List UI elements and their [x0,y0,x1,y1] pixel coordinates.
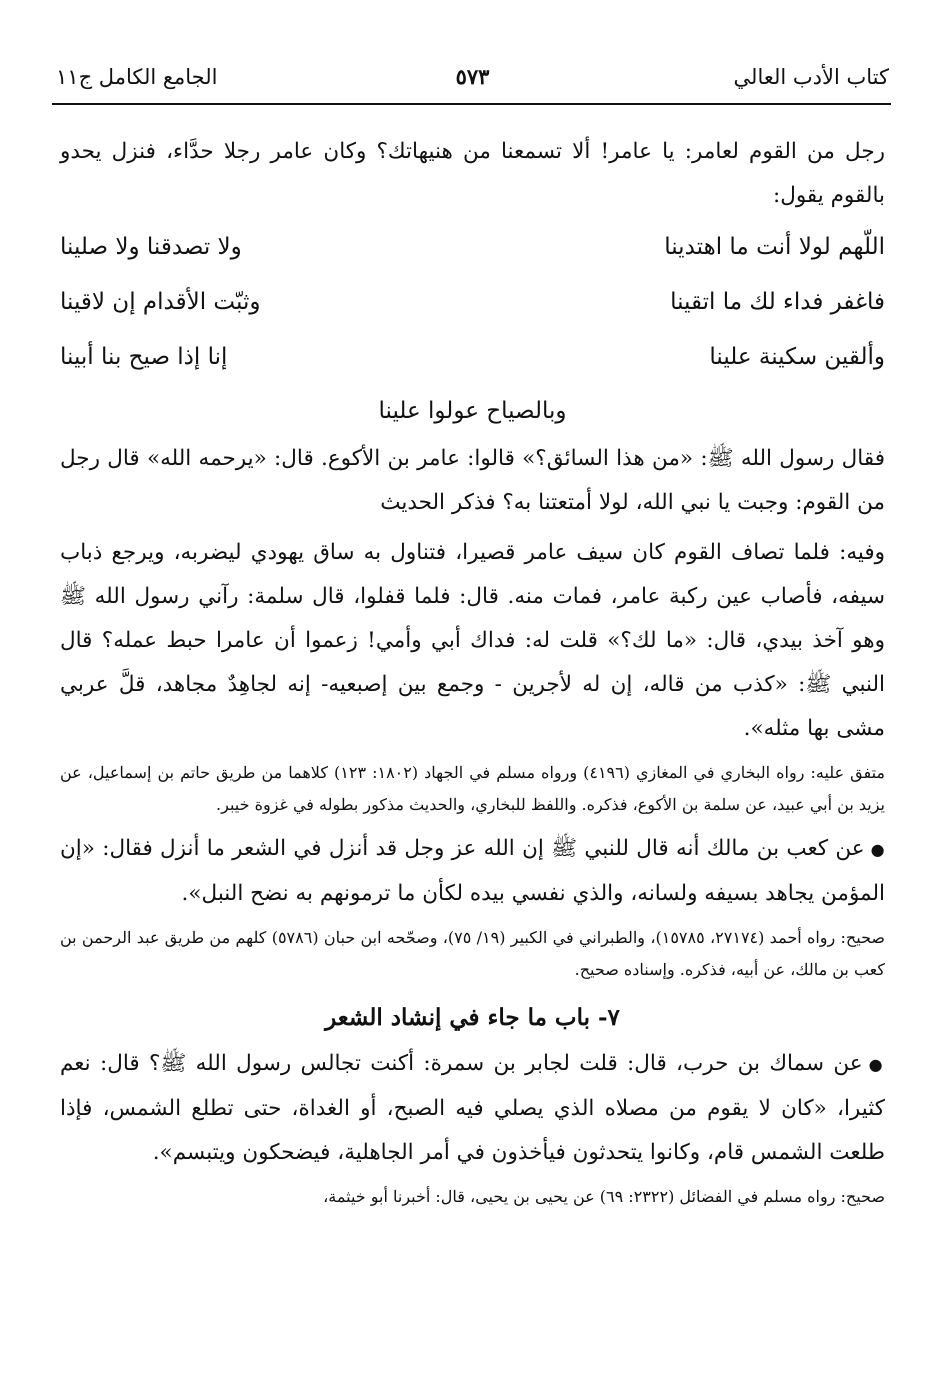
hadith-paragraph-4 [60,1042,885,1175]
verse-final-line: وبالصياح عولوا علينا [378,398,567,424]
bullet-icon: ● [870,840,885,859]
intro-paragraph: رجل من القوم لعامر: يا عامر! ألا تسمعنا من هنيهاتك؟ وكان عامر رجلا حدَّاء، فنزل يحدو بالقوم يقول: [60,139,885,208]
bullet-icon: ● [868,1055,885,1074]
verse-2-first-hemistich: فاغفر فداء لك ما اتقينا [670,289,885,315]
hadith-paragraph-3 [60,827,885,916]
hadith-paragraph-1: فقال رسول الله ﷺ: «من هذا السائق؟» قالوا: عامر بن الأكوع. قال: «يرحمه الله» قال رجل من القوم: وجبت يا نبي الله، لولا أمتعتنا به؟ فذكر الحديث [60,446,885,515]
page-content [60,130,885,1213]
running-header [56,62,889,100]
verse-line-2 [60,281,885,336]
page-number: ٥٧٣ [455,64,490,89]
book-title: كتاب الأدب العالي [733,65,889,89]
verse-line-3 [60,336,885,391]
takhrij-note-3: صحيح: رواه مسلم في الفضائل (٢٣٢٢: ٦٩) عن يحيى بن يحيى، قال: أخبرنا أبو خيثمة، [323,1187,885,1206]
verse-2-second-hemistich: وثبّت الأقدام إن لاقينا [60,289,261,315]
hadith-paragraph-2: وفيه: فلما تصاف القوم كان سيف عامر قصيرا، فتناول به ساق يهودي ليضربه، ويرجع ذباب سيفه، فأصاب عين ركبة عامر، فمات منه. قال: فلما قفلوا، قال سلمة: رآني رسول الله ﷺ وهو آخذ بيدي، قال: «ما لك؟» قلت له: فداك أبي وأمي! زعموا أن عامرا حبط عمله؟ قال النبي ﷺ: «كذب من قاله، إن له لأجرين - وجمع بين إصبعيه- إنه لجاهِدٌ مجاهد، قلَّ عربي مشى بها مثله». [60,540,885,741]
hadith-paragraph-3-text: عن كعب بن مالك أنه قال للنبي ﷺ إن الله عز وجل قد أنزل في الشعر ما أنزل فقال: «إن المؤمن يجاهد بسيفه ولسانه، والذي نفسي بيده لكأن ما ترمونهم به نضح النبل». [60,836,885,906]
chapter-heading: ٧- باب ما جاء في إنشاد الشعر [325,1004,620,1031]
verse-1-first-hemistich: اللّهم لولا أنت ما اهتدينا [664,234,885,260]
header-rule [52,103,891,105]
series-title: الجامع الكامل ج١١ [56,65,218,89]
verse-line-1 [60,226,885,281]
takhrij-note-1: متفق عليه: رواه البخاري في المغازي (٤١٩٦) ورواه مسلم في الجهاد (١٨٠٢: ١٢٣) كلاهما من طريق حاتم بن إسماعيل، عن يزيد بن أبي عبيد، عن سلمة بن الأكوع، فذكره. واللفظ للبخاري، والحديث مذكور بطوله في غزوة خيبر. [60,763,885,814]
verse-1-second-hemistich: ولا تصدقنا ولا صلينا [60,234,242,260]
takhrij-note-2: صحيح: رواه أحمد (٢٧١٧٤، ١٥٧٨٥)، والطبراني في الكبير (١٩/ ٧٥)، وصحّحه ابن حبان (٥٧٨٦) كلهم من طريق عبد الرحمن بن كعب بن مالك، عن أبيه، فذكره. وإسناده صحيح. [60,928,885,979]
verse-3-first-hemistich: وألقين سكينة علينا [709,344,885,370]
verse-3-second-hemistich: إنا إذا صيح بنا أبينا [60,344,228,370]
hadith-paragraph-4-text: عن سماك بن حرب، قال: قلت لجابر بن سمرة: أكنت تجالس رسول الله ﷺ؟ قال: نعم كثيرا، «كان لا يقوم من مصلاه الذي يصلي فيه الصبح، أو الغداة، حتى تطلع الشمس، فإذا طلعت الشمس قام، وكانوا يتحدثون فيأخذون في أمر الجاهلية، فيضحكون ويتبسم». [60,1051,885,1165]
